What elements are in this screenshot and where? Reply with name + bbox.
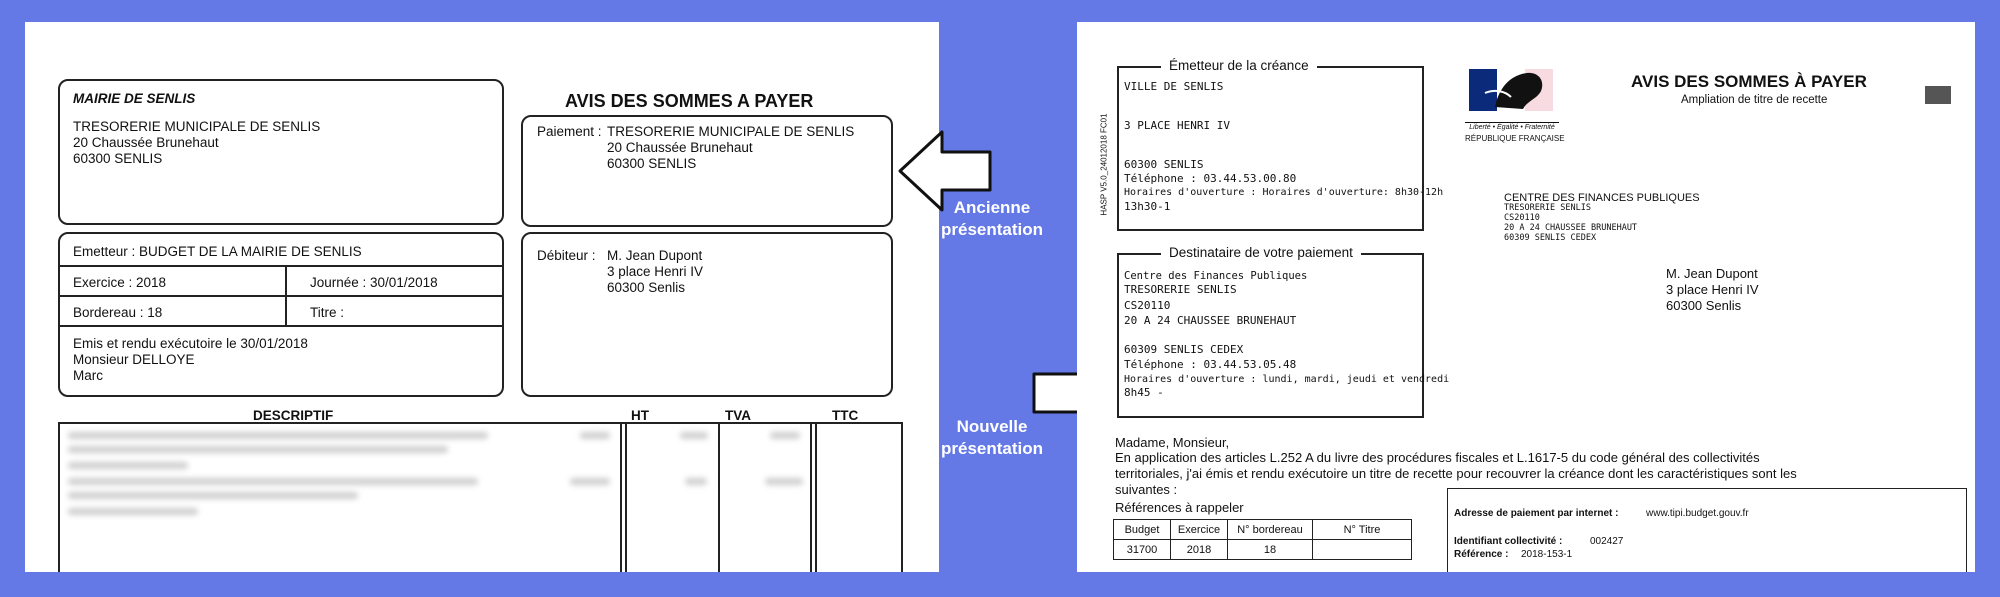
new-debiteur-line: 3 place Henri IV [1666,282,1759,297]
logo-motto: Liberté • Égalité • Fraternité [1465,122,1559,133]
marianne-icon [1465,67,1559,117]
refs-value [1313,540,1412,560]
refs-value: 31700 [1114,540,1171,560]
refs-value: 2018 [1171,540,1228,560]
adresse-paiement-label: Adresse de paiement par internet : [1454,508,1619,519]
cfp-line: 20 A 24 CHAUSSEE BRUNEHAUT [1504,223,1638,233]
blurred-text [68,432,488,439]
emetteur-creance-title: Émetteur de la créance [1161,56,1317,76]
blurred-text [68,508,198,515]
col-tva: TVA [725,408,751,423]
new-subheading: Ampliation de titre de recette [1681,94,1828,106]
paiement-line2: 20 Chaussée Brunehaut [607,140,753,155]
destinataire-line: 20 A 24 CHAUSSEE BRUNEHAUT [1124,314,1297,327]
debiteur-line3: 60300 Senlis [607,280,686,295]
blurred-text [770,432,800,439]
salutation: Madame, Monsieur, [1115,435,1230,450]
destinataire-line: TRESORERIE SENLIS [1124,283,1237,296]
destinataire-line: 8h45 - [1124,386,1164,399]
mairie-box [58,79,504,225]
new-debiteur-line: 60300 Senlis [1666,298,1742,313]
destinataire-line: Téléphone : 03.44.53.05.48 [1124,358,1297,371]
body-line: suivantes : [1115,482,1178,497]
refs-header: N° bordereau [1228,520,1313,540]
emetteur-line: Horaires d'ouverture : Horaires d'ouverture: 8h30-12h [1124,187,1444,198]
debiteur-line2: 3 place Henri IV [607,264,704,279]
emetteur-line: VILLE DE SENLIS [1124,80,1224,93]
destinataire-box [1117,245,1450,418]
paiement-internet-box [1447,488,1967,572]
emetteur-line: 13h30-1 [1124,200,1171,213]
cfp-title: CENTRE DES FINANCES PUBLIQUES [1504,192,1700,204]
blurred-text [68,462,188,469]
new-heading: AVIS DES SOMMES À PAYER [1631,72,1867,91]
marianne-logo [1465,67,1565,149]
new-debiteur-line: M. Jean Dupont [1666,266,1758,281]
mairie-address-line1: TRESORERIE MUNICIPALE DE SENLIS [73,119,321,134]
paiement-line1: TRESORERIE MUNICIPALE DE SENLIS [607,124,855,139]
identifiant-label: Identifiant collectivité : [1454,536,1563,547]
emetteur-box [58,232,504,397]
debiteur-box [521,232,893,397]
reference-label: Référence : [1454,549,1509,560]
emetteur-creance-box [1117,58,1444,231]
side-code: HASP V5.0_24012018 FC01 [1099,113,1109,216]
refs-table [1113,519,1412,560]
refs-value: 18 [1228,540,1313,560]
new-presentation-document [1077,22,1975,572]
debiteur-label: Débiteur : [537,248,596,263]
descriptif-table [58,422,903,572]
paiement-box [521,115,893,227]
old-presentation-document [25,22,939,572]
blurred-text [765,478,803,485]
emetteur-line: 60300 SENLIS [1124,158,1204,171]
destinataire-line: CS20110 [1124,299,1171,312]
col-ht: HT [631,408,649,423]
emetteur-line: Téléphone : 03.44.53.00.80 [1124,172,1297,185]
destinataire-line: Centre des Finances Publiques [1124,270,1308,282]
identifiant-value: 002427 [1590,536,1624,547]
old-heading: AVIS DES SOMMES A PAYER [565,91,814,111]
exercice-text: Exercice : 2018 [73,275,167,290]
adresse-paiement-value: www.tipi.budget.gouv.fr [1646,508,1749,519]
nouvelle-label-line1: Nouvelle [956,417,1028,436]
col-ttc: TTC [832,408,859,423]
blurred-text [68,446,448,453]
emetteur-text: Emetteur : BUDGET DE LA MAIRIE DE SENLIS [73,244,362,259]
refs-header: Exercice [1171,520,1228,540]
blurred-text [68,478,478,485]
paiement-label: Paiement : [537,124,602,139]
cfp-line: 60309 SENLIS CEDEX [1504,233,1597,243]
refs-header: N° Titre [1313,520,1412,540]
cfp-line: TRESORERIE SENLIS [1504,203,1591,213]
journee-text: Journée : 30/01/2018 [310,275,438,290]
blurred-text [685,478,707,485]
nouvelle-label-line2: présentation [940,439,1044,458]
destinataire-line: 60309 SENLIS CEDEX [1124,343,1244,356]
destinataire-title: Destinataire de votre paiement [1161,243,1361,263]
ancienne-label-line1: Ancienne [953,198,1031,217]
blurred-text [680,432,708,439]
destinataire-line: Horaires d'ouverture : lundi, mardi, jeudi et vendredi [1124,374,1450,385]
body-line: En application des articles L.252 A du livre des procédures fiscales et L.1617-5 du code général des collectivités [1115,450,1760,465]
blurred-text [580,432,610,439]
paiement-line3: 60300 SENLIS [607,156,697,171]
emis-line2: Monsieur DELLOYE [73,352,195,367]
cfp-line: CS20110 [1504,213,1540,223]
mairie-title: MAIRIE DE SENLIS [73,91,196,106]
ancienne-label-line2: présentation [940,220,1044,239]
emis-line1: Emis et rendu exécutoire le 30/01/2018 [73,336,308,351]
blurred-text [68,492,358,499]
mairie-address-line2: 20 Chaussée Brunehaut [73,135,219,150]
debiteur-line1: M. Jean Dupont [607,248,703,263]
emis-line3: Marc [73,368,103,383]
bordereau-text: Bordereau : 18 [73,305,163,320]
refs-header: Budget [1114,520,1171,540]
reference-value: 2018-153-1 [1521,549,1573,560]
emetteur-line: 3 PLACE HENRI IV [1124,119,1230,132]
refs-title: Références à rappeler [1115,500,1244,515]
body-line: territoriales, j'ai émis et rendu exécutoire un titre de recette pour recouvrer la créance dont les caractéristiques sont les [1115,466,1797,481]
mairie-address-line3: 60300 SENLIS [73,151,163,166]
corner-mark [1925,86,1951,104]
titre-text: Titre : [310,305,345,320]
blurred-text [570,478,610,485]
logo-republique: RÉPUBLIQUE FRANÇAISE [1465,134,1565,143]
col-descriptif: DESCRIPTIF [253,408,334,423]
